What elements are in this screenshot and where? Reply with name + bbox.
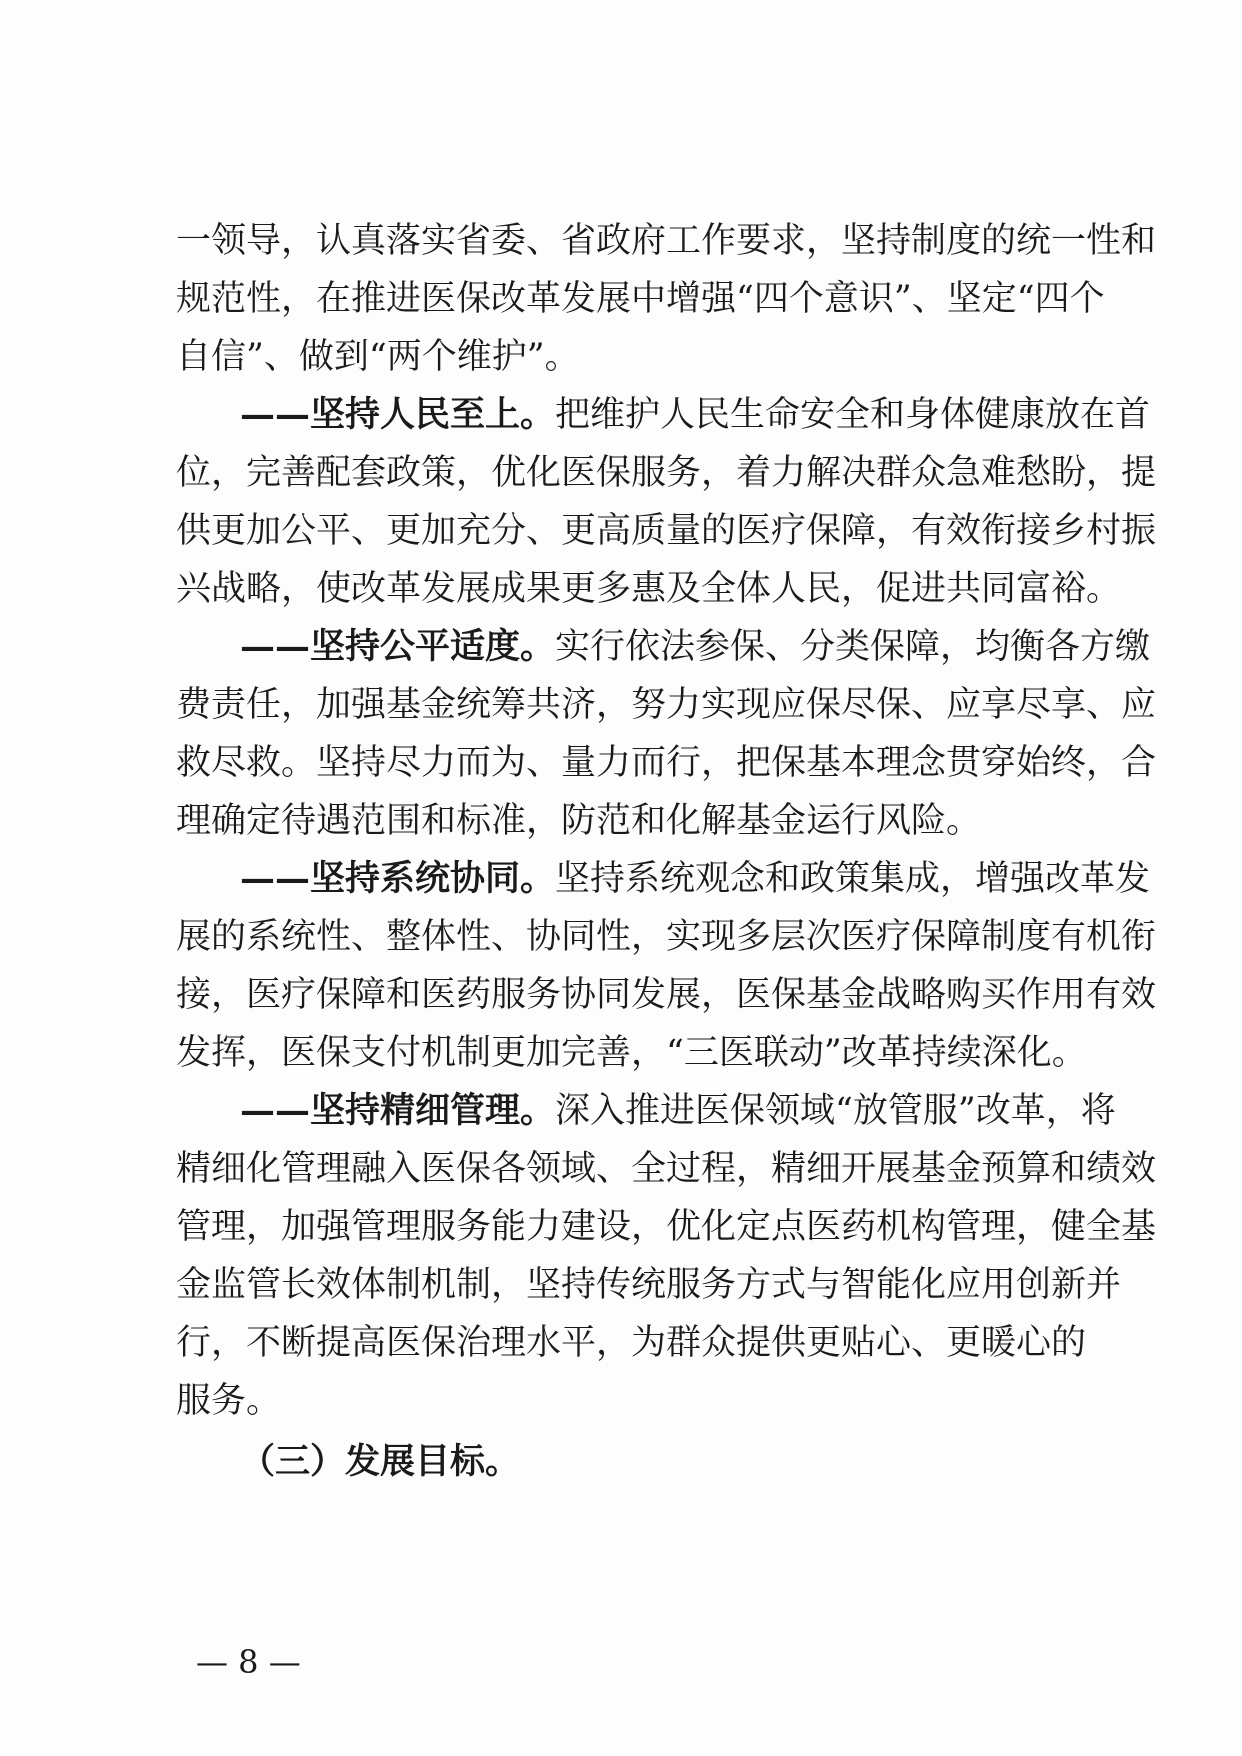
paragraph-lead: ——坚持系统协同。 xyxy=(240,858,556,899)
paragraph-line: 位，完善配套政策，优化医保服务，着力解决群众急难愁盼，提 xyxy=(176,453,1157,493)
paragraph-line: 供更加公平、更加充分、更高质量的医疗保障，有效衔接乡村振 xyxy=(176,511,1157,551)
paragraph-text: 实行依法参保、分类保障，均衡各方缴 xyxy=(555,627,1151,667)
paragraph-line: 服务。 xyxy=(176,1381,282,1421)
paragraph-lead: ——坚持精细管理。 xyxy=(240,1090,556,1131)
paragraph-line: 自信”、做到“两个维护”。 xyxy=(176,337,580,377)
paragraph-line: 兴战略，使改革发展成果更多惠及全体人民，促进共同富裕。 xyxy=(176,569,1122,609)
paragraph-first-line xyxy=(240,1089,1116,1133)
paragraph-line: 规范性，在推进医保改革发展中增强“四个意识”、坚定“四个 xyxy=(176,279,1105,319)
paragraph-line: 行，不断提高医保治理水平，为群众提供更贴心、更暖心的 xyxy=(176,1323,1087,1363)
paragraph-line: 金监管长效体制机制，坚持传统服务方式与智能化应用创新并 xyxy=(176,1265,1122,1305)
paragraph-line: 一领导，认真落实省委、省政府工作要求，坚持制度的统一性和 xyxy=(176,221,1157,261)
paragraph-line: 发挥，医保支付机制更加完善，“三医联动”改革持续深化。 xyxy=(176,1033,1087,1073)
paragraph-first-line xyxy=(240,393,1151,437)
paragraph-first-line xyxy=(240,857,1151,901)
paragraph-line: 理确定待遇范围和标准，防范和化解基金运行风险。 xyxy=(176,801,982,841)
paragraph-line: 管理，加强管理服务能力建设，优化定点医药机构管理，健全基 xyxy=(176,1207,1157,1247)
page-number: — 8 — xyxy=(196,1643,301,1681)
paragraph-line: 救尽救。坚持尽力而为、量力而行，把保基本理念贯穿始终，合 xyxy=(176,743,1157,783)
paragraph-first-line xyxy=(240,625,1151,669)
paragraph-lead: ——坚持公平适度。 xyxy=(240,626,556,667)
paragraph-text: 坚持系统观念和政策集成，增强改革发 xyxy=(555,859,1151,899)
paragraph-text: 把维护人民生命安全和身体健康放在首 xyxy=(555,395,1151,435)
section-heading: （三）发展目标。 xyxy=(240,1441,521,1482)
paragraph-line: 精细化管理融入医保各领域、全过程，精细开展基金预算和绩效 xyxy=(176,1149,1157,1189)
paragraph-text: 深入推进医保领域“放管服”改革，将 xyxy=(555,1091,1116,1131)
paragraph-lead: ——坚持人民至上。 xyxy=(240,394,556,435)
paragraph-line: 接，医疗保障和医药服务协同发展，医保基金战略购买作用有效 xyxy=(176,975,1157,1015)
paragraph-line: 展的系统性、整体性、协同性，实现多层次医疗保障制度有机衔 xyxy=(176,917,1157,957)
paragraph-line: 费责任，加强基金统筹共济，努力实现应保尽保、应享尽享、应 xyxy=(176,685,1157,725)
